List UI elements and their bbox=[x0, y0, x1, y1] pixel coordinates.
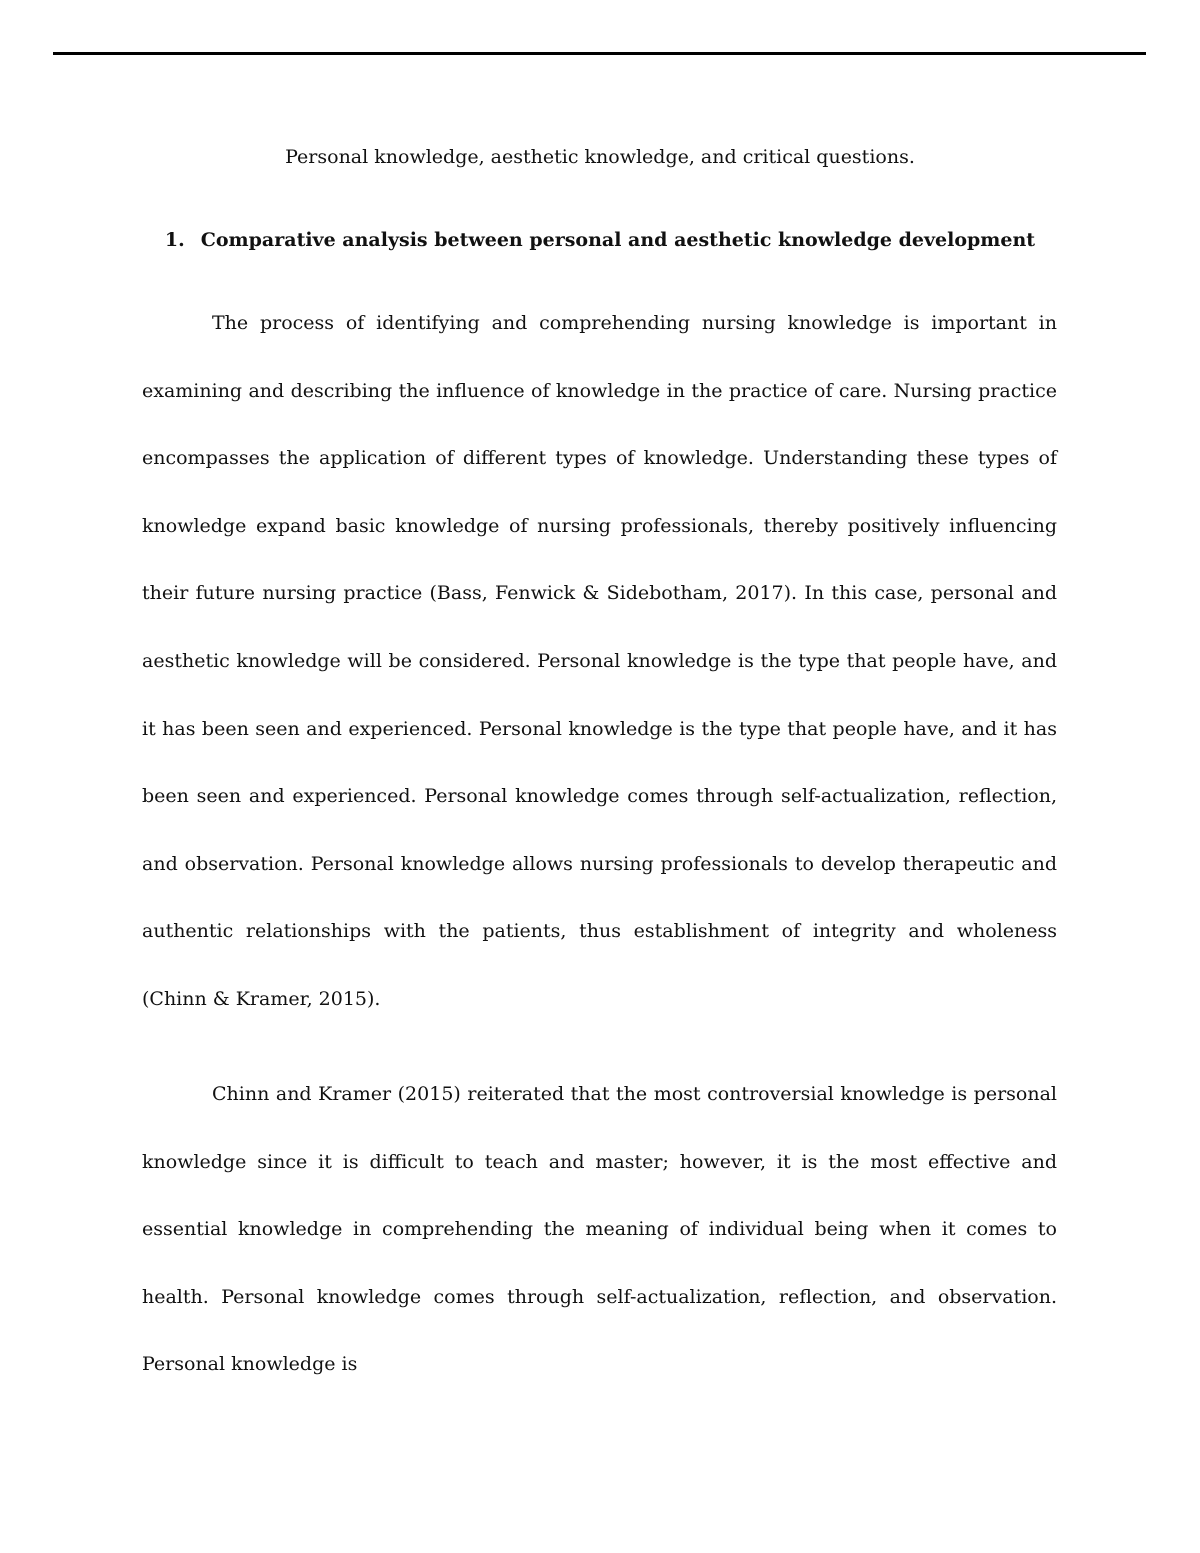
body-paragraph-2: Chinn and Kramer (2015) reiterated that the most controversial knowledge is personal knowledge since it is difficult to teach and master; however, it is the most effective and essential knowledge in comprehending the meaning of individual being when it comes to health. Personal knowledge comes through self-actualization, reflection, and observation. Personal knowledge is bbox=[142, 1083, 1057, 1376]
section-heading bbox=[0, 223, 1200, 257]
section-number: 1. bbox=[164, 229, 185, 251]
body-paragraph-1: The process of identifying and comprehending nursing knowledge is important in examining and describing the influence of knowledge in the practice of care. Nursing practice encompasses the application of different types of knowledge. Understanding these types of knowledge expand basic knowledge of nursing professionals, thereby positively influencing their future nursing practice (Bass, Fenwick & Sidebotham, 2017). In this case, personal and aesthetic knowledge will be considered. Personal knowledge is the type that people have, and it has been seen and experienced. Personal knowledge is the type that people have, and it has been seen and experienced. Personal knowledge comes through self-actualization, reflection, and observation. Personal knowledge allows nursing professionals to develop therapeutic and authentic relationships with the patients, thus establishment of integrity and wholeness (Chinn & Kramer, 2015). bbox=[142, 312, 1057, 1010]
section-heading-text: Comparative analysis between personal and aesthetic knowledge development bbox=[200, 229, 1036, 251]
header-rule bbox=[53, 52, 1146, 55]
document-title: Personal knowledge, aesthetic knowledge, and critical questions. bbox=[285, 146, 915, 168]
